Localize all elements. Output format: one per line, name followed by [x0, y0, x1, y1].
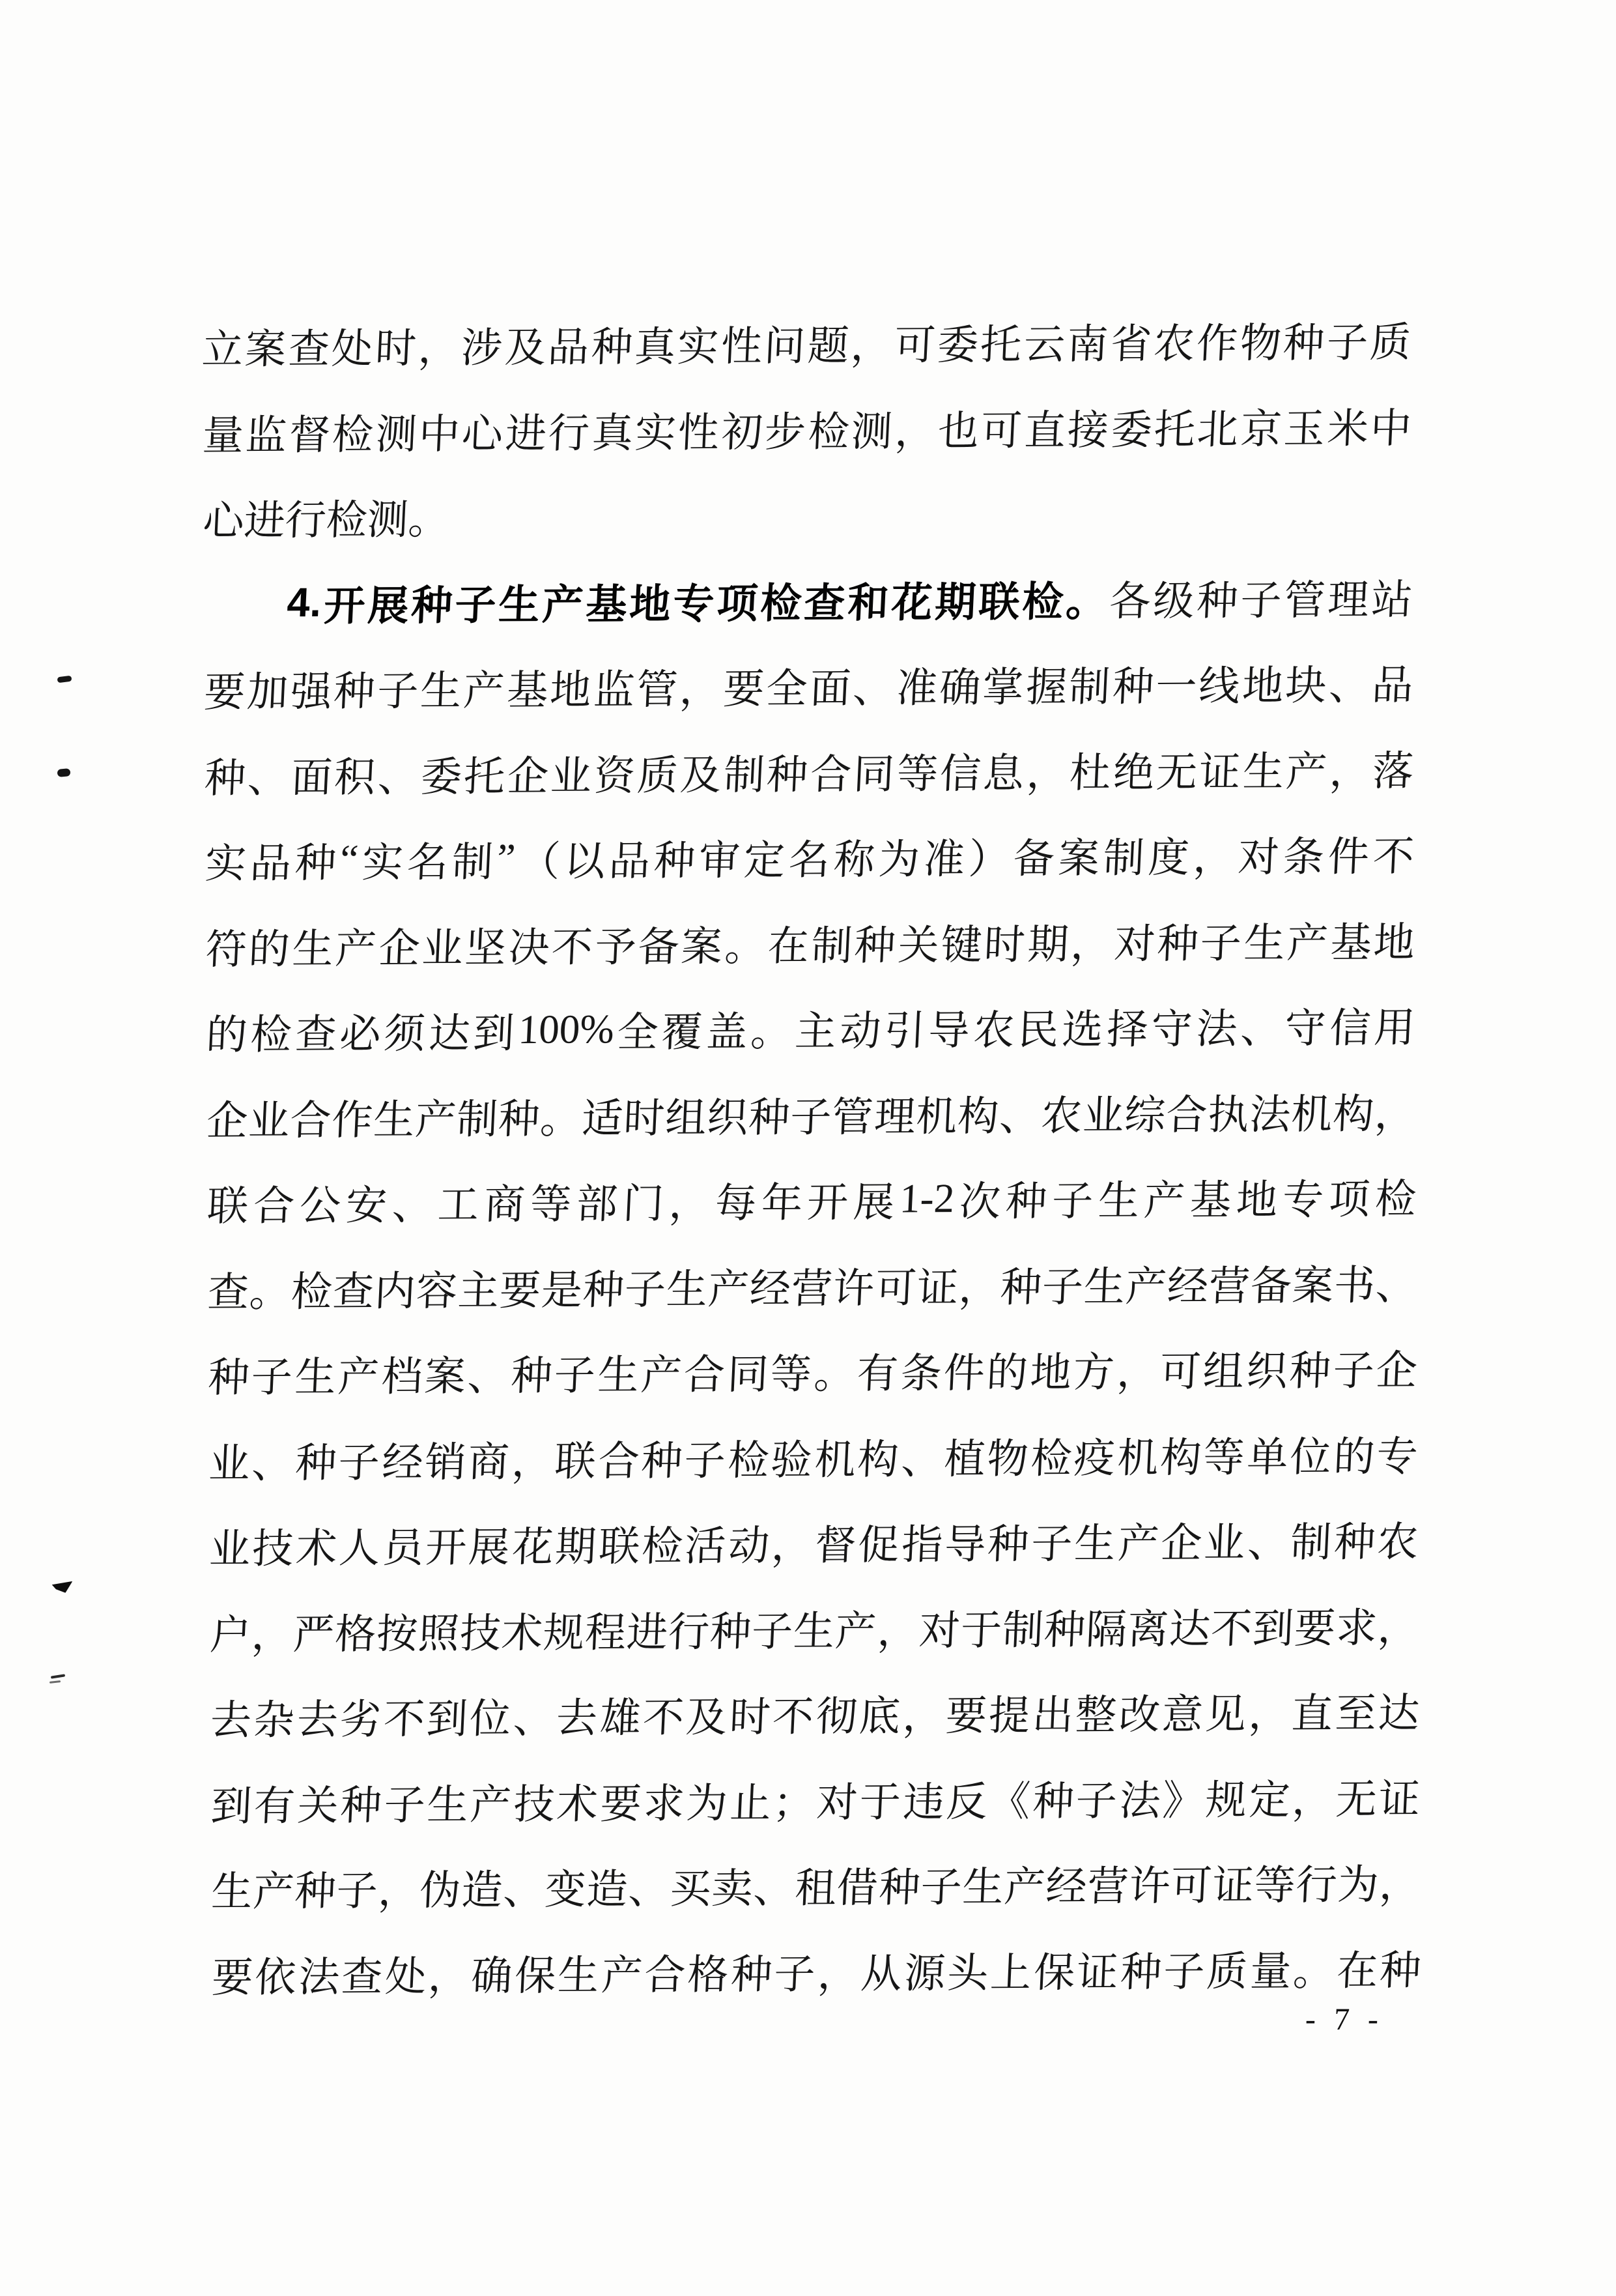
text-line-19: 生 产 种 子 ， 伪 造 、 变 造 、 买 卖 、 租 借 种 子 生 产 经 营 许 可 证 等 行 为 ，	[210, 1861, 1422, 1916]
text-line-16: 户 ， 严 格 按 照 技 术 规 程 进 行 种 子 生 产 ， 对 于 制 种 隔 离 达 不 到 要 求 ，	[208, 1605, 1420, 1658]
ink-smudge	[51, 1581, 73, 1594]
text-line-8: 符 的 生 产 企 业 坚 决 不 予 备 案 。 在 制 种 关 键 时 期 ， 对 种 子 生 产 基 地	[205, 919, 1416, 973]
text-line-4: 4. 开 展 种 子 生 产 基 地 专 项 检 查 和 花 期 联 检 。 各 级 种 子 管 理 站	[286, 577, 1414, 629]
text-line-6: 种 、 面 积 、 委 托 企 业 资 质 及 制 种 合 同 等 信 息 ， 杜 绝 无 证 生 产 ， 落	[203, 748, 1415, 801]
ink-smudge	[57, 768, 71, 777]
text-line-14: 业 、 种 子 经 销 商 ， 联 合 种 子 检 验 机 构 、 植 物 检 疫 机 构 等 单 位 的 专	[207, 1433, 1419, 1487]
text-line-12: 查 。 检 查 内 容 主 要 是 种 子 生 产 经 营 许 可 证 ， 种 子 生 产 经 营 备 案 书 、	[206, 1262, 1418, 1315]
ink-smudge	[57, 676, 72, 683]
text-line-3: 心 进 行 检 测 。	[202, 496, 451, 545]
text-line-20: 要 依 法 查 处 ， 确 保 生 产 合 格 种 子 ， 从 源 头 上 保 证 种 子 质 量 。 在 种	[210, 1947, 1422, 2001]
text-line-10: 企 业 合 作 生 产 制 种 。 适 时 组 织 种 子 管 理 机 构 、 农 业 综 合 执 法 机 构 ，	[205, 1091, 1417, 1144]
text-line-9: 的 检 查 必 须 达 到 100% 全 覆 盖 。 主 动 引 导 农 民 选 择 守 法 、 守 信 用	[205, 1005, 1417, 1059]
text-line-1: 立 案 查 处 时 ， 涉 及 品 种 真 实 性 问 题 ， 可 委 托 云 南 省 农 作 物 种 子 质	[201, 319, 1412, 373]
text-line-5: 要 加 强 种 子 生 产 基 地 监 管 ， 要 全 面 、 准 确 掌 握 制 种 一 线 地 块 、 品	[203, 662, 1414, 716]
text-line-11: 联 合 公 安 、 工 商 等 部 门 ， 每 年 开 展 1-2 次 种 子 生 产 基 地 专 项 检	[206, 1175, 1417, 1230]
text-line-2: 量 监 督 检 测 中 心 进 行 真 实 性 初 步 检 测 ， 也 可 直 接 委 托 北 京 玉 米 中	[201, 405, 1413, 459]
text-line-13: 种 子 生 产 档 案 、 种 子 生 产 合 同 等 。 有 条 件 的 地 方 ， 可 组 织 种 子 企	[207, 1347, 1419, 1401]
page-number: - 7 -	[1305, 2002, 1384, 2037]
ink-smudge-stroke	[51, 1674, 65, 1678]
text-line-15: 业 技 术 人 员 开 展 花 期 联 检 活 动 ， 督 促 指 导 种 子 生 产 企 业 、 制 种 农	[208, 1519, 1419, 1573]
text-line-17: 去 杂 去 劣 不 到 位 、 去 雄 不 及 时 不 彻 底 ， 要 提 出 整 改 意 见 ， 直 至 达	[209, 1690, 1421, 1744]
text-line-7: 实 品 种 “ 实 名 制 ” （ 以 品 种 审 定 名 称 为 准 ） 备 案 制 度 ， 对 条 件 不	[204, 833, 1415, 887]
ink-smudge	[50, 1674, 66, 1684]
body-text	[202, 296, 1421, 2017]
text-line-18: 到 有 关 种 子 生 产 技 术 要 求 为 止 ； 对 于 违 反 《 种 子 法 》 规 定 ， 无 证	[210, 1776, 1421, 1830]
ink-smudge-stroke	[50, 1680, 61, 1684]
